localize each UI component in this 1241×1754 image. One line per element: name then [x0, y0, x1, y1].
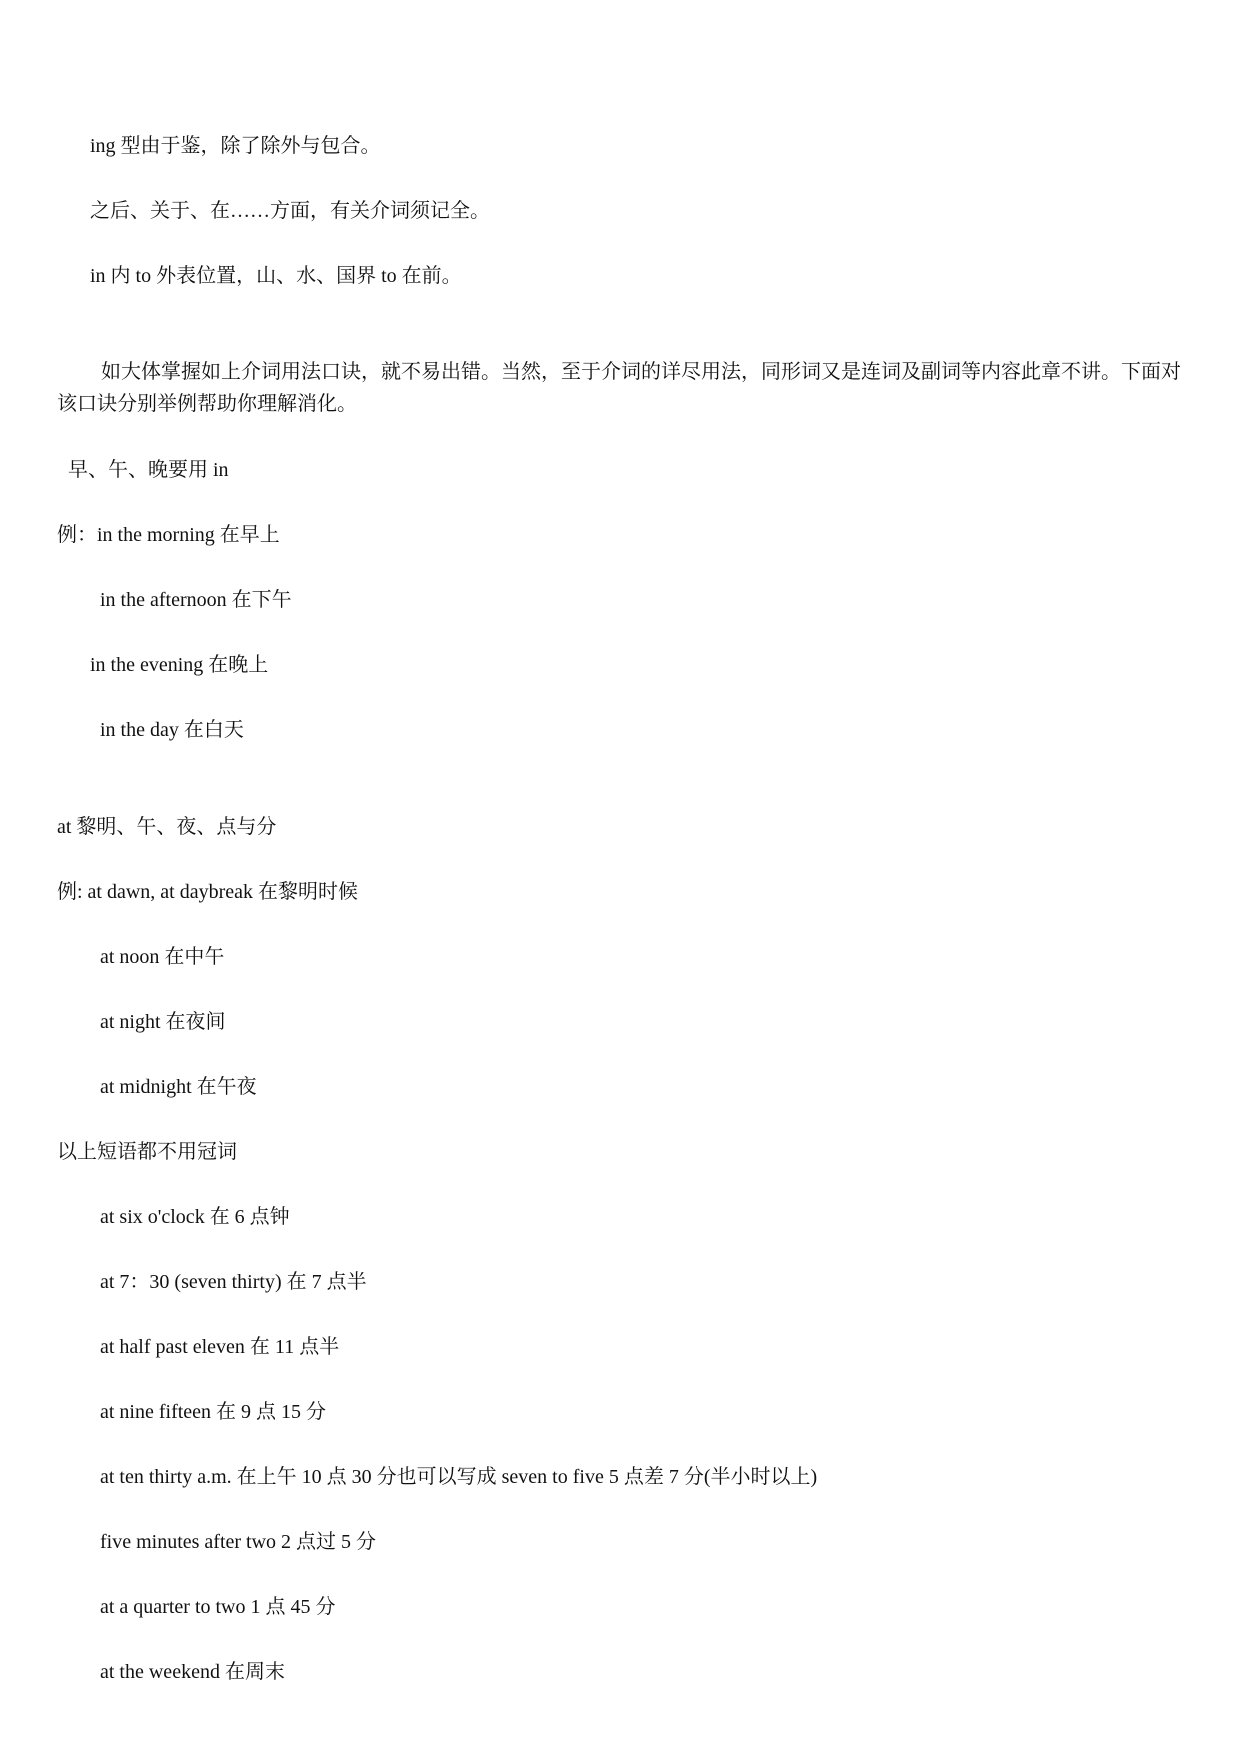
section-at-heading: at 黎明、午、夜、点与分 [57, 816, 277, 838]
time-example-line: at nine fifteen 在 9 点 15 分 [100, 1401, 327, 1423]
verse-line-3: in 内 to 外表位置，山、水、国界 to 在前。 [90, 265, 462, 287]
time-example-line: at a quarter to two 1 点 45 分 [100, 1596, 336, 1618]
example-line: 例：in the morning 在早上 [57, 524, 280, 546]
example-line: in the afternoon 在下午 [100, 589, 292, 611]
verse-line-2: 之后、关于、在……方面，有关介词须记全。 [90, 200, 490, 222]
section-in-heading: 早、午、晚要用 in [68, 459, 229, 481]
example-line: in the evening 在晚上 [90, 654, 269, 676]
example-line: at midnight 在午夜 [100, 1076, 257, 1098]
example-line: at noon 在中午 [100, 946, 225, 968]
example-line: at night 在夜间 [100, 1011, 226, 1033]
verse-line-1: ing 型由于鉴，除了除外与包合。 [90, 135, 381, 157]
time-example-line: at ten thirty a.m. 在上午 10 点 30 分也可以写成 seven to five 5 点差 7 分(半小时以上) [100, 1466, 818, 1488]
time-example-line: at six o'clock 在 6 点钟 [100, 1206, 290, 1228]
time-example-line: five minutes after two 2 点过 5 分 [100, 1531, 377, 1553]
note-line: 以上短语都不用冠词 [57, 1141, 237, 1163]
time-example-line: at half past eleven 在 11 点半 [100, 1336, 340, 1358]
time-example-line: at the weekend 在周末 [100, 1661, 285, 1683]
example-line: 例: at dawn, at daybreak 在黎明时候 [57, 881, 359, 903]
intro-paragraph: 如大体掌握如上介词用法口诀，就不易出错。当然，至于介词的详尽用法，同形词又是连词及副词等内容此章不讲。下面对该口诀分别举例帮助你理解消化。 [57, 361, 1181, 415]
example-line: in the day 在白天 [100, 719, 244, 741]
time-example-line: at 7：30 (seven thirty) 在 7 点半 [100, 1271, 367, 1293]
